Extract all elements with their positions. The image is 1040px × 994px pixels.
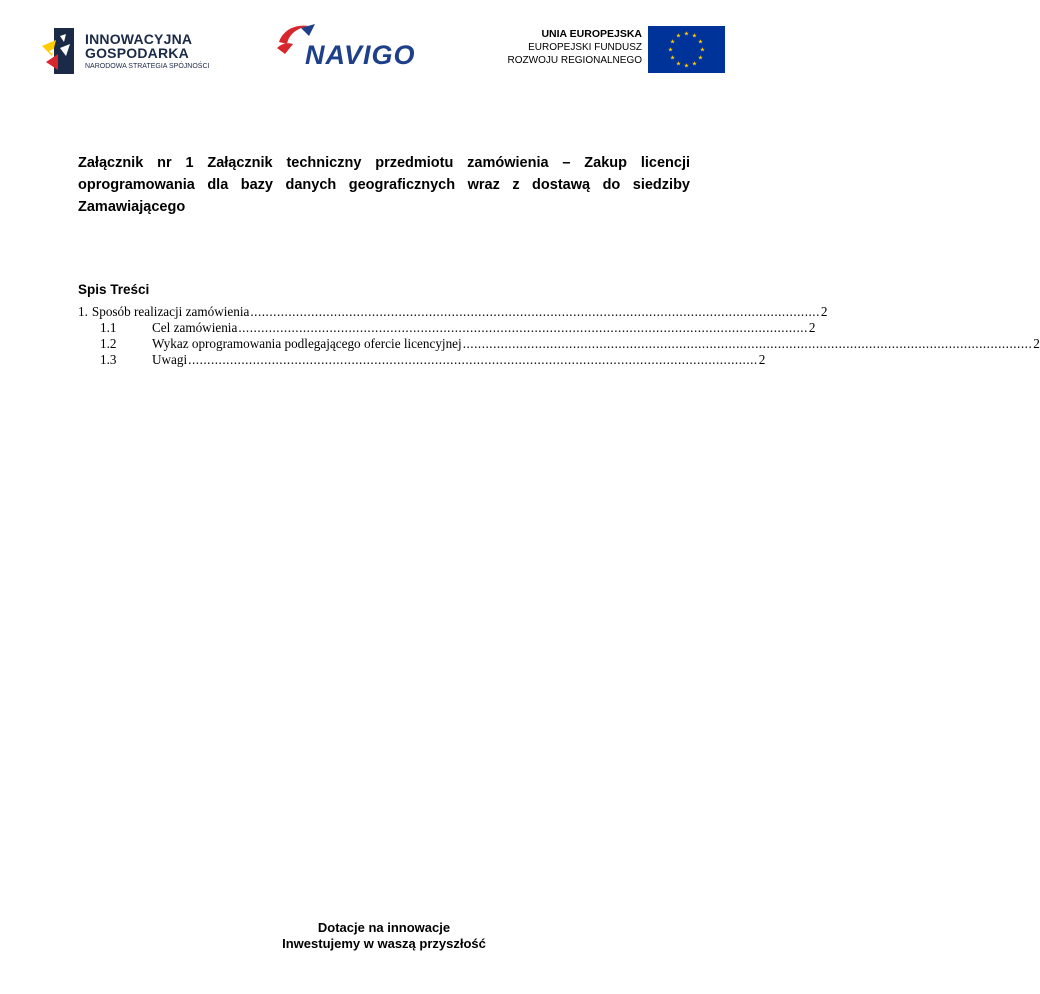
svg-text:★: ★ [683, 62, 690, 70]
toc-entry[interactable] [78, 304, 828, 320]
toc-entry[interactable] [78, 336, 1040, 352]
toc-entry-page: 2 [808, 320, 816, 335]
toc-entry-label: Wykaz oprogramowania podlegającego ofercie licencyjnej [152, 336, 462, 351]
toc-entry-label: Cel zamówienia [152, 320, 238, 335]
eu-fund-logo [505, 26, 725, 76]
innovative-economy-logo [40, 22, 215, 78]
toc-entry[interactable] [78, 320, 816, 336]
svg-text:★: ★ [683, 30, 690, 38]
toc-leader-dots: ...................................................................................................................................................... [188, 352, 758, 367]
logo-right-line3: ROZWOJU REGIONALNEGO [507, 55, 642, 66]
toc-heading: Spis Treści [78, 282, 150, 297]
eu-flag-icon [648, 26, 725, 73]
logo-left-line1: INNOWACYJNA [85, 31, 193, 47]
toc-leader-dots: ...................................................................................................................................................... [238, 320, 808, 335]
toc-entry-number: 1. [78, 304, 88, 319]
toc-entry-label: Sposób realizacji zamówienia [91, 304, 250, 319]
toc-entry[interactable] [78, 352, 766, 368]
svg-text:★: ★ [691, 60, 698, 68]
page-footer [0, 920, 768, 952]
navigo-logo [275, 22, 437, 70]
logo-left-line2: GOSPODARKA [85, 45, 189, 61]
navigo-wordmark: NAVIGO [305, 40, 416, 70]
toc-entry-page: 2 [820, 304, 828, 319]
page-header [0, 0, 768, 90]
toc-entry-number: 1.2 [100, 336, 117, 351]
svg-text:★: ★ [669, 54, 676, 62]
logo-right-line2: EUROPEJSKI FUNDUSZ [528, 42, 642, 53]
toc-entry-number: 1.3 [100, 352, 117, 367]
toc-entry-number: 1.1 [100, 320, 117, 335]
footer-line1: Dotacje na innowacje [317, 920, 451, 935]
svg-text:★: ★ [699, 46, 706, 54]
toc-entry-label: Uwagi [152, 352, 188, 367]
toc-entry-page: 2 [758, 352, 766, 367]
svg-text:★: ★ [675, 60, 682, 68]
document-title: Załącznik nr 1 Załącznik techniczny przedmiotu zamówienia – Zakup licencji oprogramowania dla bazy danych geograficznych wraz z dostawą do siedziby Zamawiającego [78, 155, 690, 215]
innovative-economy-emblem-icon [40, 26, 76, 76]
svg-text:★: ★ [675, 32, 682, 40]
svg-text:★: ★ [697, 38, 704, 46]
toc-leader-dots: ...................................................................................................................................................... [250, 304, 820, 319]
table-of-contents [78, 304, 1040, 368]
svg-text:★: ★ [691, 32, 698, 40]
toc-leader-dots: ...................................................................................................................................................... [462, 336, 1033, 351]
logo-right-line1: UNIA EUROPEJSKA [541, 28, 642, 40]
logo-left-line3: NARODOWA STRATEGIA SPÓJNOŚCI [85, 63, 210, 70]
toc-entry-page: 2 [1033, 336, 1040, 351]
svg-text:★: ★ [697, 54, 704, 62]
svg-text:★: ★ [667, 46, 674, 54]
svg-text:★: ★ [669, 38, 676, 46]
footer-line2: Inwestujemy w waszą przyszłość [282, 936, 486, 951]
